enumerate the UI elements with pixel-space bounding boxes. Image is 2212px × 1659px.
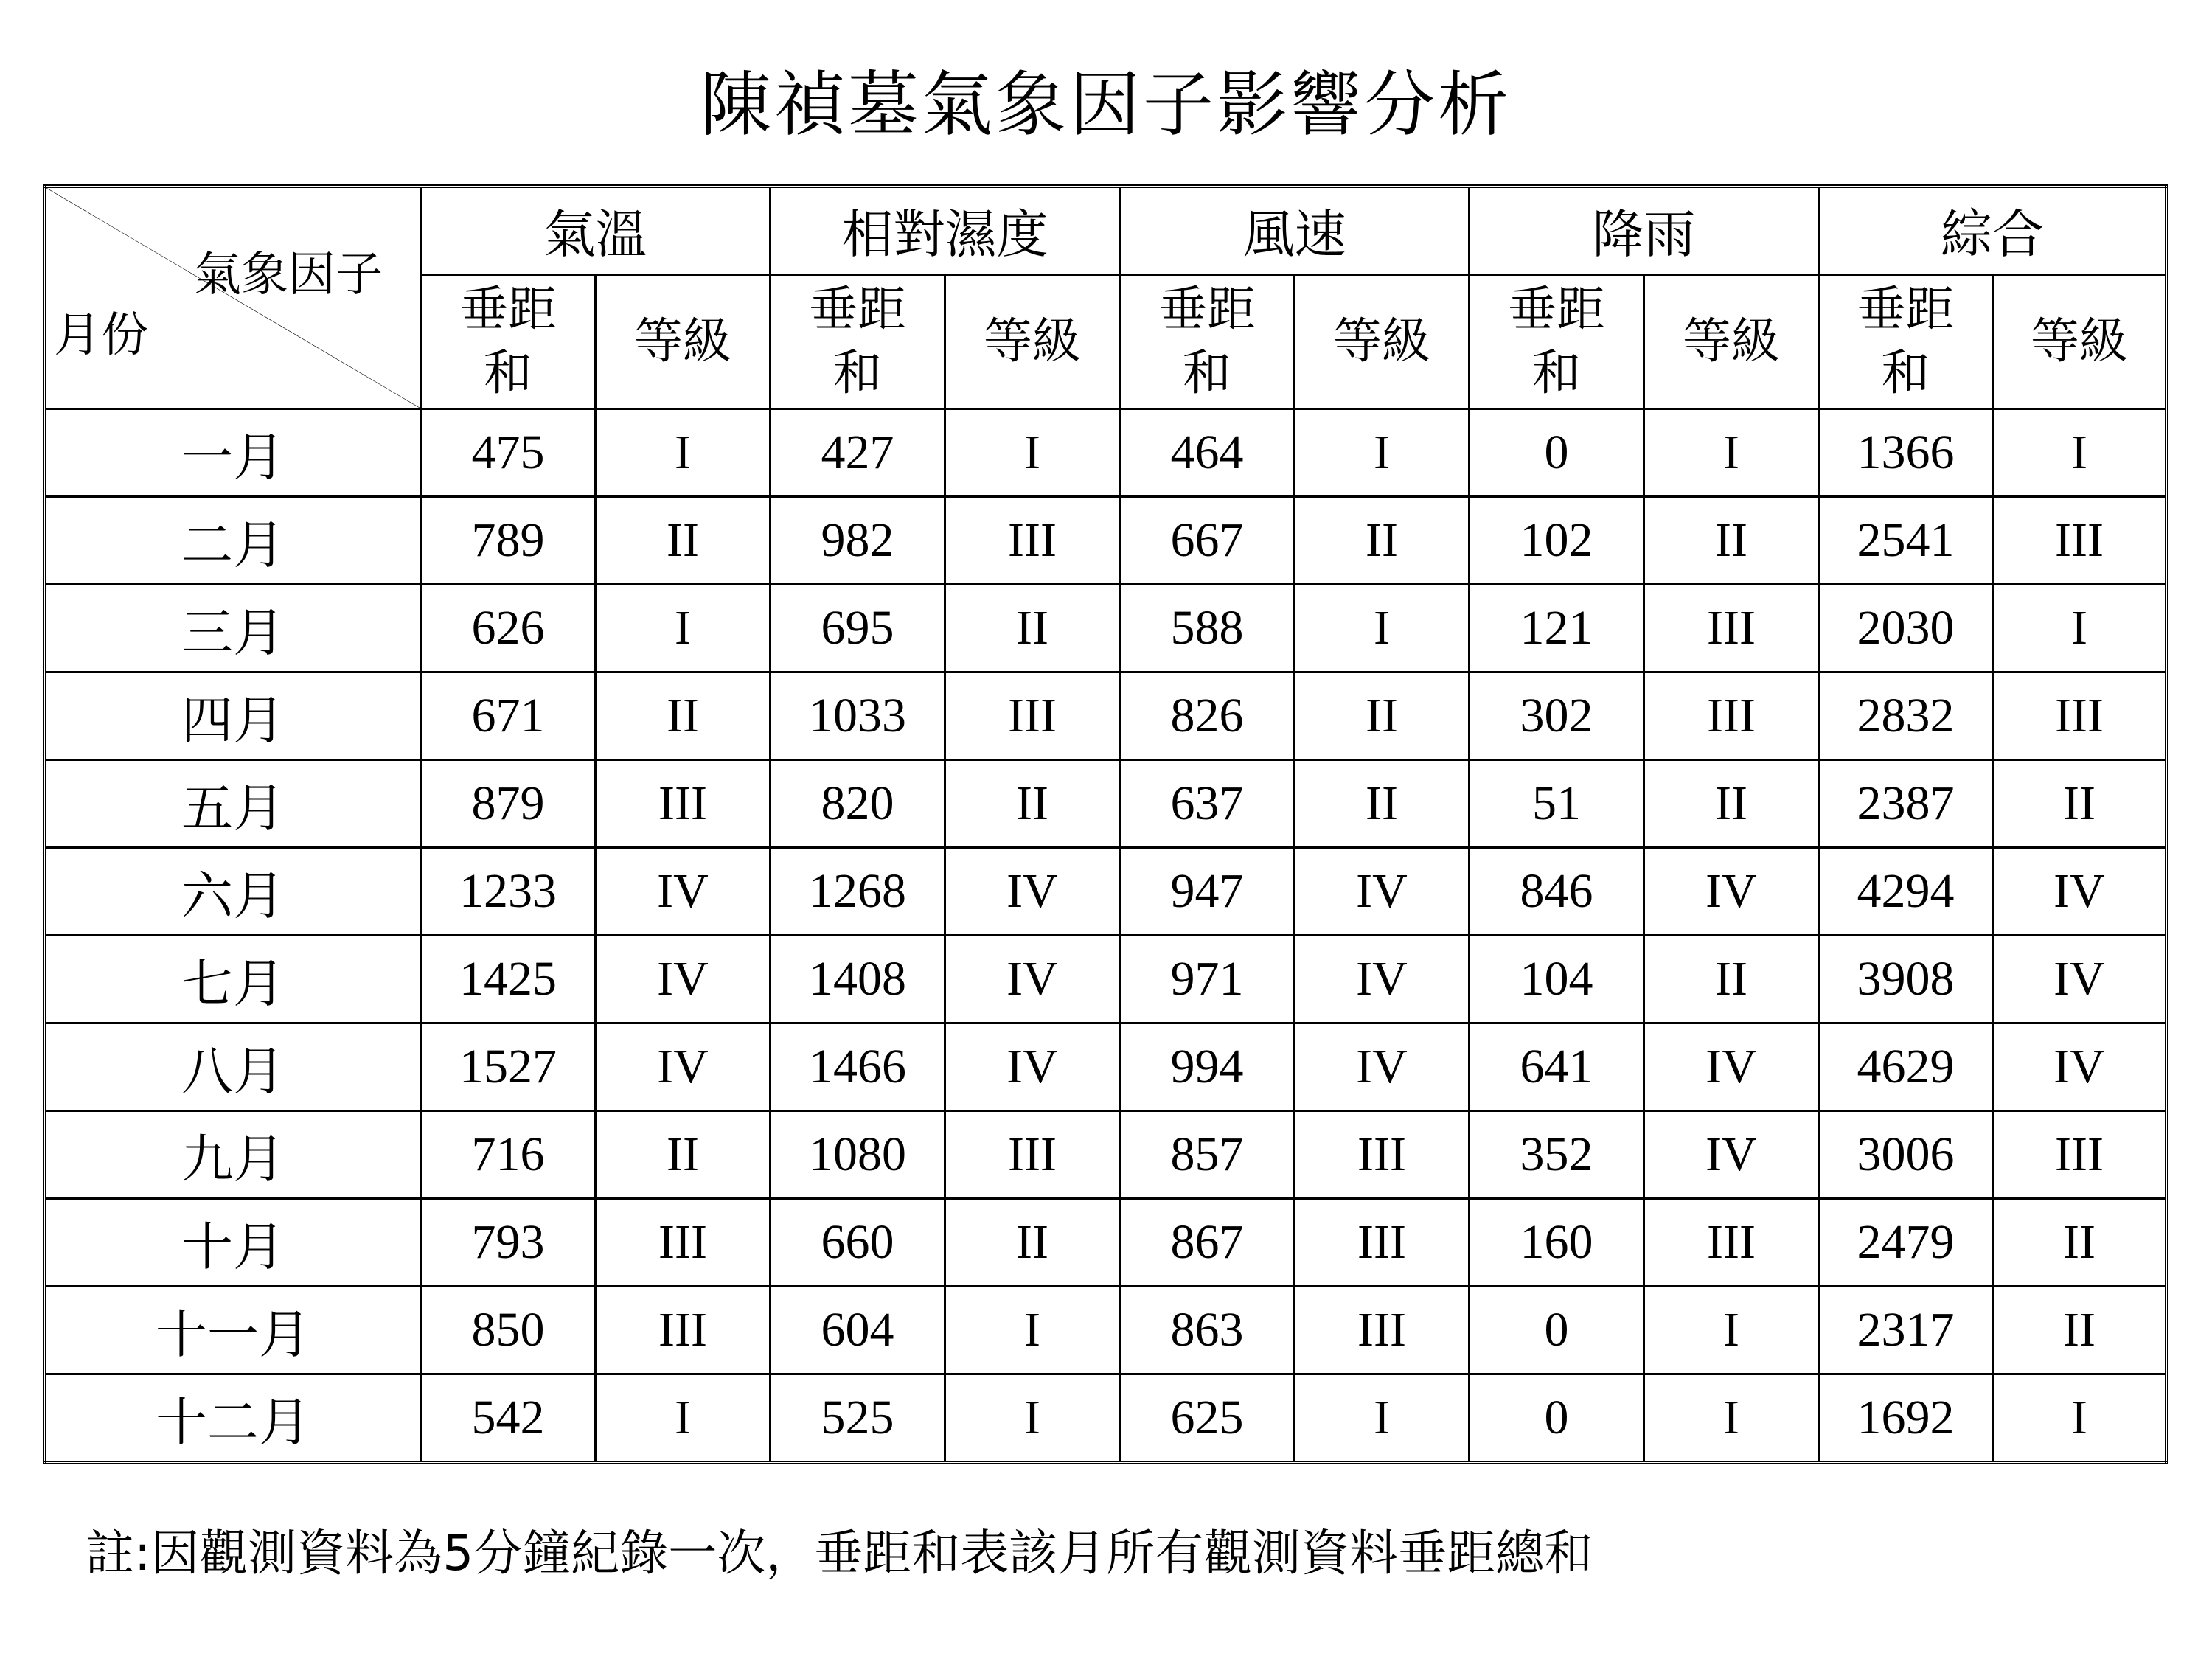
grade-cell: IV [1993, 936, 2167, 1023]
grade-cell: II [1993, 1199, 2167, 1287]
grade-cell: I [596, 1374, 771, 1463]
month-cell: 四月 [45, 672, 421, 760]
grade-cell: III [1993, 1111, 2167, 1199]
month-cell: 十一月 [45, 1287, 421, 1374]
sum-cell: 982 [771, 497, 945, 585]
sum-cell: 1268 [771, 848, 945, 936]
grade-cell: I [1644, 409, 1819, 497]
sum-cell: 947 [1120, 848, 1295, 936]
sum-cell: 2387 [1819, 760, 1993, 848]
sum-cell: 695 [771, 585, 945, 672]
sum-cell: 660 [771, 1199, 945, 1287]
sum-cell: 0 [1470, 1287, 1644, 1374]
sum-cell: 464 [1120, 409, 1295, 497]
sub-header-sum-line1: 垂距 [1158, 281, 1256, 338]
sub-header-sum-line2: 和 [1532, 344, 1581, 402]
month-cell: 七月 [45, 936, 421, 1023]
group-header-row [45, 187, 2167, 275]
sum-cell: 2479 [1819, 1199, 1993, 1287]
table-row [45, 585, 2167, 672]
sum-cell: 1408 [771, 936, 945, 1023]
table-row [45, 760, 2167, 848]
grade-cell: II [1644, 936, 1819, 1023]
grade-cell: I [1644, 1287, 1819, 1374]
sum-cell: 2541 [1819, 497, 1993, 585]
grade-cell: IV [1644, 848, 1819, 936]
sum-cell: 1425 [421, 936, 596, 1023]
table-row [45, 409, 2167, 497]
grade-cell: I [1295, 1374, 1470, 1463]
sum-cell: 846 [1470, 848, 1644, 936]
sub-header-sum-line1: 垂距 [1857, 281, 1955, 338]
grade-cell: III [1644, 672, 1819, 760]
sum-cell: 104 [1470, 936, 1644, 1023]
grade-cell: IV [1993, 1023, 2167, 1111]
table-row [45, 1199, 2167, 1287]
grade-cell: II [945, 760, 1120, 848]
sum-cell: 637 [1120, 760, 1295, 848]
grade-cell: IV [596, 1023, 771, 1111]
grade-cell: I [596, 585, 771, 672]
sub-header-sum [1120, 274, 1295, 408]
sum-cell: 1527 [421, 1023, 596, 1111]
table-row [45, 1374, 2167, 1463]
month-cell: 五月 [45, 760, 421, 848]
sum-cell: 1033 [771, 672, 945, 760]
sum-cell: 716 [421, 1111, 596, 1199]
grade-cell: IV [1993, 848, 2167, 936]
sum-cell: 588 [1120, 585, 1295, 672]
grade-cell: IV [596, 848, 771, 936]
sum-cell: 160 [1470, 1199, 1644, 1287]
grade-cell: I [1993, 1374, 2167, 1463]
weather-factor-table [43, 184, 2168, 1464]
sub-header-sum [771, 274, 945, 408]
sum-cell: 1233 [421, 848, 596, 936]
sub-header-grade: 等級 [1295, 274, 1470, 408]
group-header-wind-speed: 風速 [1120, 187, 1470, 275]
sub-header-sum-line2: 和 [833, 344, 882, 402]
grade-cell: IV [1644, 1023, 1819, 1111]
group-header-temperature: 氣溫 [421, 187, 771, 275]
group-header-humidity: 相對濕度 [771, 187, 1120, 275]
grade-cell: II [1993, 1287, 2167, 1374]
sum-cell: 671 [421, 672, 596, 760]
grade-cell: III [1295, 1199, 1470, 1287]
sum-cell: 3908 [1819, 936, 1993, 1023]
sum-cell: 0 [1470, 1374, 1644, 1463]
sum-cell: 1466 [771, 1023, 945, 1111]
grade-cell: I [1644, 1374, 1819, 1463]
corner-header-cell [45, 187, 421, 409]
sum-cell: 641 [1470, 1023, 1644, 1111]
grade-cell: III [945, 1111, 1120, 1199]
sum-cell: 51 [1470, 760, 1644, 848]
sub-header-sum-line1: 垂距 [809, 281, 906, 338]
table-row [45, 848, 2167, 936]
sum-cell: 826 [1120, 672, 1295, 760]
grade-cell: II [945, 585, 1120, 672]
month-cell: 六月 [45, 848, 421, 936]
sum-cell: 352 [1470, 1111, 1644, 1199]
grade-cell: IV [945, 936, 1120, 1023]
sub-header-sum-line2: 和 [484, 344, 532, 402]
sub-header-sum-line2: 和 [1183, 344, 1231, 402]
sub-header-sum-line1: 垂距 [1508, 281, 1605, 338]
sub-header-grade: 等級 [1644, 274, 1819, 408]
grade-cell: II [1644, 760, 1819, 848]
month-cell: 二月 [45, 497, 421, 585]
grade-cell: IV [596, 936, 771, 1023]
grade-cell: II [596, 497, 771, 585]
sub-header-sum [1819, 274, 1993, 408]
grade-cell: IV [1295, 936, 1470, 1023]
grade-cell: II [1295, 672, 1470, 760]
sum-cell: 789 [421, 497, 596, 585]
grade-cell: II [1993, 760, 2167, 848]
month-cell: 九月 [45, 1111, 421, 1199]
sum-cell: 1366 [1819, 409, 1993, 497]
sum-cell: 4294 [1819, 848, 1993, 936]
month-cell: 一月 [45, 409, 421, 497]
grade-cell: II [1295, 760, 1470, 848]
grade-cell: I [945, 1287, 1120, 1374]
sum-cell: 0 [1470, 409, 1644, 497]
sum-cell: 1080 [771, 1111, 945, 1199]
grade-cell: IV [1644, 1111, 1819, 1199]
page-title: 陳禎墓氣象因子影響分析 [700, 63, 1512, 146]
sum-cell: 302 [1470, 672, 1644, 760]
sum-cell: 2832 [1819, 672, 1993, 760]
sum-cell: 867 [1120, 1199, 1295, 1287]
grade-cell: I [596, 409, 771, 497]
table-body [45, 409, 2167, 1463]
group-header-rainfall: 降雨 [1470, 187, 1819, 275]
grade-cell: I [945, 409, 1120, 497]
grade-cell: II [1295, 497, 1470, 585]
corner-factor-label: 氣象因子 [194, 248, 383, 302]
grade-cell: IV [945, 848, 1120, 936]
grade-cell: II [1644, 497, 1819, 585]
grade-cell: III [1295, 1111, 1470, 1199]
sub-header-grade: 等級 [945, 274, 1120, 408]
grade-cell: III [1644, 585, 1819, 672]
sum-cell: 626 [421, 585, 596, 672]
grade-cell: I [945, 1374, 1120, 1463]
sub-header-sum-line1: 垂距 [459, 281, 557, 338]
sum-cell: 2030 [1819, 585, 1993, 672]
month-cell: 三月 [45, 585, 421, 672]
sum-cell: 667 [1120, 497, 1295, 585]
footnote: 註:因觀測資料為5分鐘紀錄一次，垂距和表該月所有觀測資料垂距總和 [86, 1525, 1593, 1582]
table-row [45, 1111, 2167, 1199]
grade-cell: IV [1295, 1023, 1470, 1111]
table-row [45, 936, 2167, 1023]
grade-cell: III [596, 1199, 771, 1287]
sum-cell: 525 [771, 1374, 945, 1463]
sum-cell: 820 [771, 760, 945, 848]
sub-header-sum [1470, 274, 1644, 408]
sub-header-sum-line2: 和 [1881, 344, 1930, 402]
table-row [45, 1287, 2167, 1374]
grade-cell: IV [1295, 848, 1470, 936]
sum-cell: 879 [421, 760, 596, 848]
sub-header-grade: 等級 [596, 274, 771, 408]
sub-header-grade: 等級 [1993, 274, 2167, 408]
grade-cell: III [1644, 1199, 1819, 1287]
grade-cell: III [1993, 672, 2167, 760]
grade-cell: III [596, 760, 771, 848]
sum-cell: 475 [421, 409, 596, 497]
sum-cell: 102 [1470, 497, 1644, 585]
grade-cell: III [945, 497, 1120, 585]
sum-cell: 542 [421, 1374, 596, 1463]
grade-cell: I [1295, 409, 1470, 497]
grade-cell: III [1993, 497, 2167, 585]
sum-cell: 793 [421, 1199, 596, 1287]
sum-cell: 850 [421, 1287, 596, 1374]
month-cell: 十二月 [45, 1374, 421, 1463]
month-cell: 十月 [45, 1199, 421, 1287]
table-row [45, 672, 2167, 760]
grade-cell: II [945, 1199, 1120, 1287]
grade-cell: III [945, 672, 1120, 760]
grade-cell: II [596, 1111, 771, 1199]
sum-cell: 857 [1120, 1111, 1295, 1199]
grade-cell: IV [945, 1023, 1120, 1111]
grade-cell: I [1295, 585, 1470, 672]
group-header-combined: 綜合 [1819, 187, 2167, 275]
sum-cell: 625 [1120, 1374, 1295, 1463]
sum-cell: 994 [1120, 1023, 1295, 1111]
grade-cell: III [1295, 1287, 1470, 1374]
corner-month-label: 月份 [54, 308, 148, 363]
sum-cell: 863 [1120, 1287, 1295, 1374]
grade-cell: I [1993, 585, 2167, 672]
sum-cell: 1692 [1819, 1374, 1993, 1463]
grade-cell: III [596, 1287, 771, 1374]
sum-cell: 3006 [1819, 1111, 1993, 1199]
sum-cell: 4629 [1819, 1023, 1993, 1111]
sum-cell: 121 [1470, 585, 1644, 672]
sub-header-sum [421, 274, 596, 408]
grade-cell: I [1993, 409, 2167, 497]
sum-cell: 971 [1120, 936, 1295, 1023]
month-cell: 八月 [45, 1023, 421, 1111]
sum-cell: 604 [771, 1287, 945, 1374]
sum-cell: 427 [771, 409, 945, 497]
sum-cell: 2317 [1819, 1287, 1993, 1374]
grade-cell: II [596, 672, 771, 760]
table-row [45, 1023, 2167, 1111]
table-row [45, 497, 2167, 585]
